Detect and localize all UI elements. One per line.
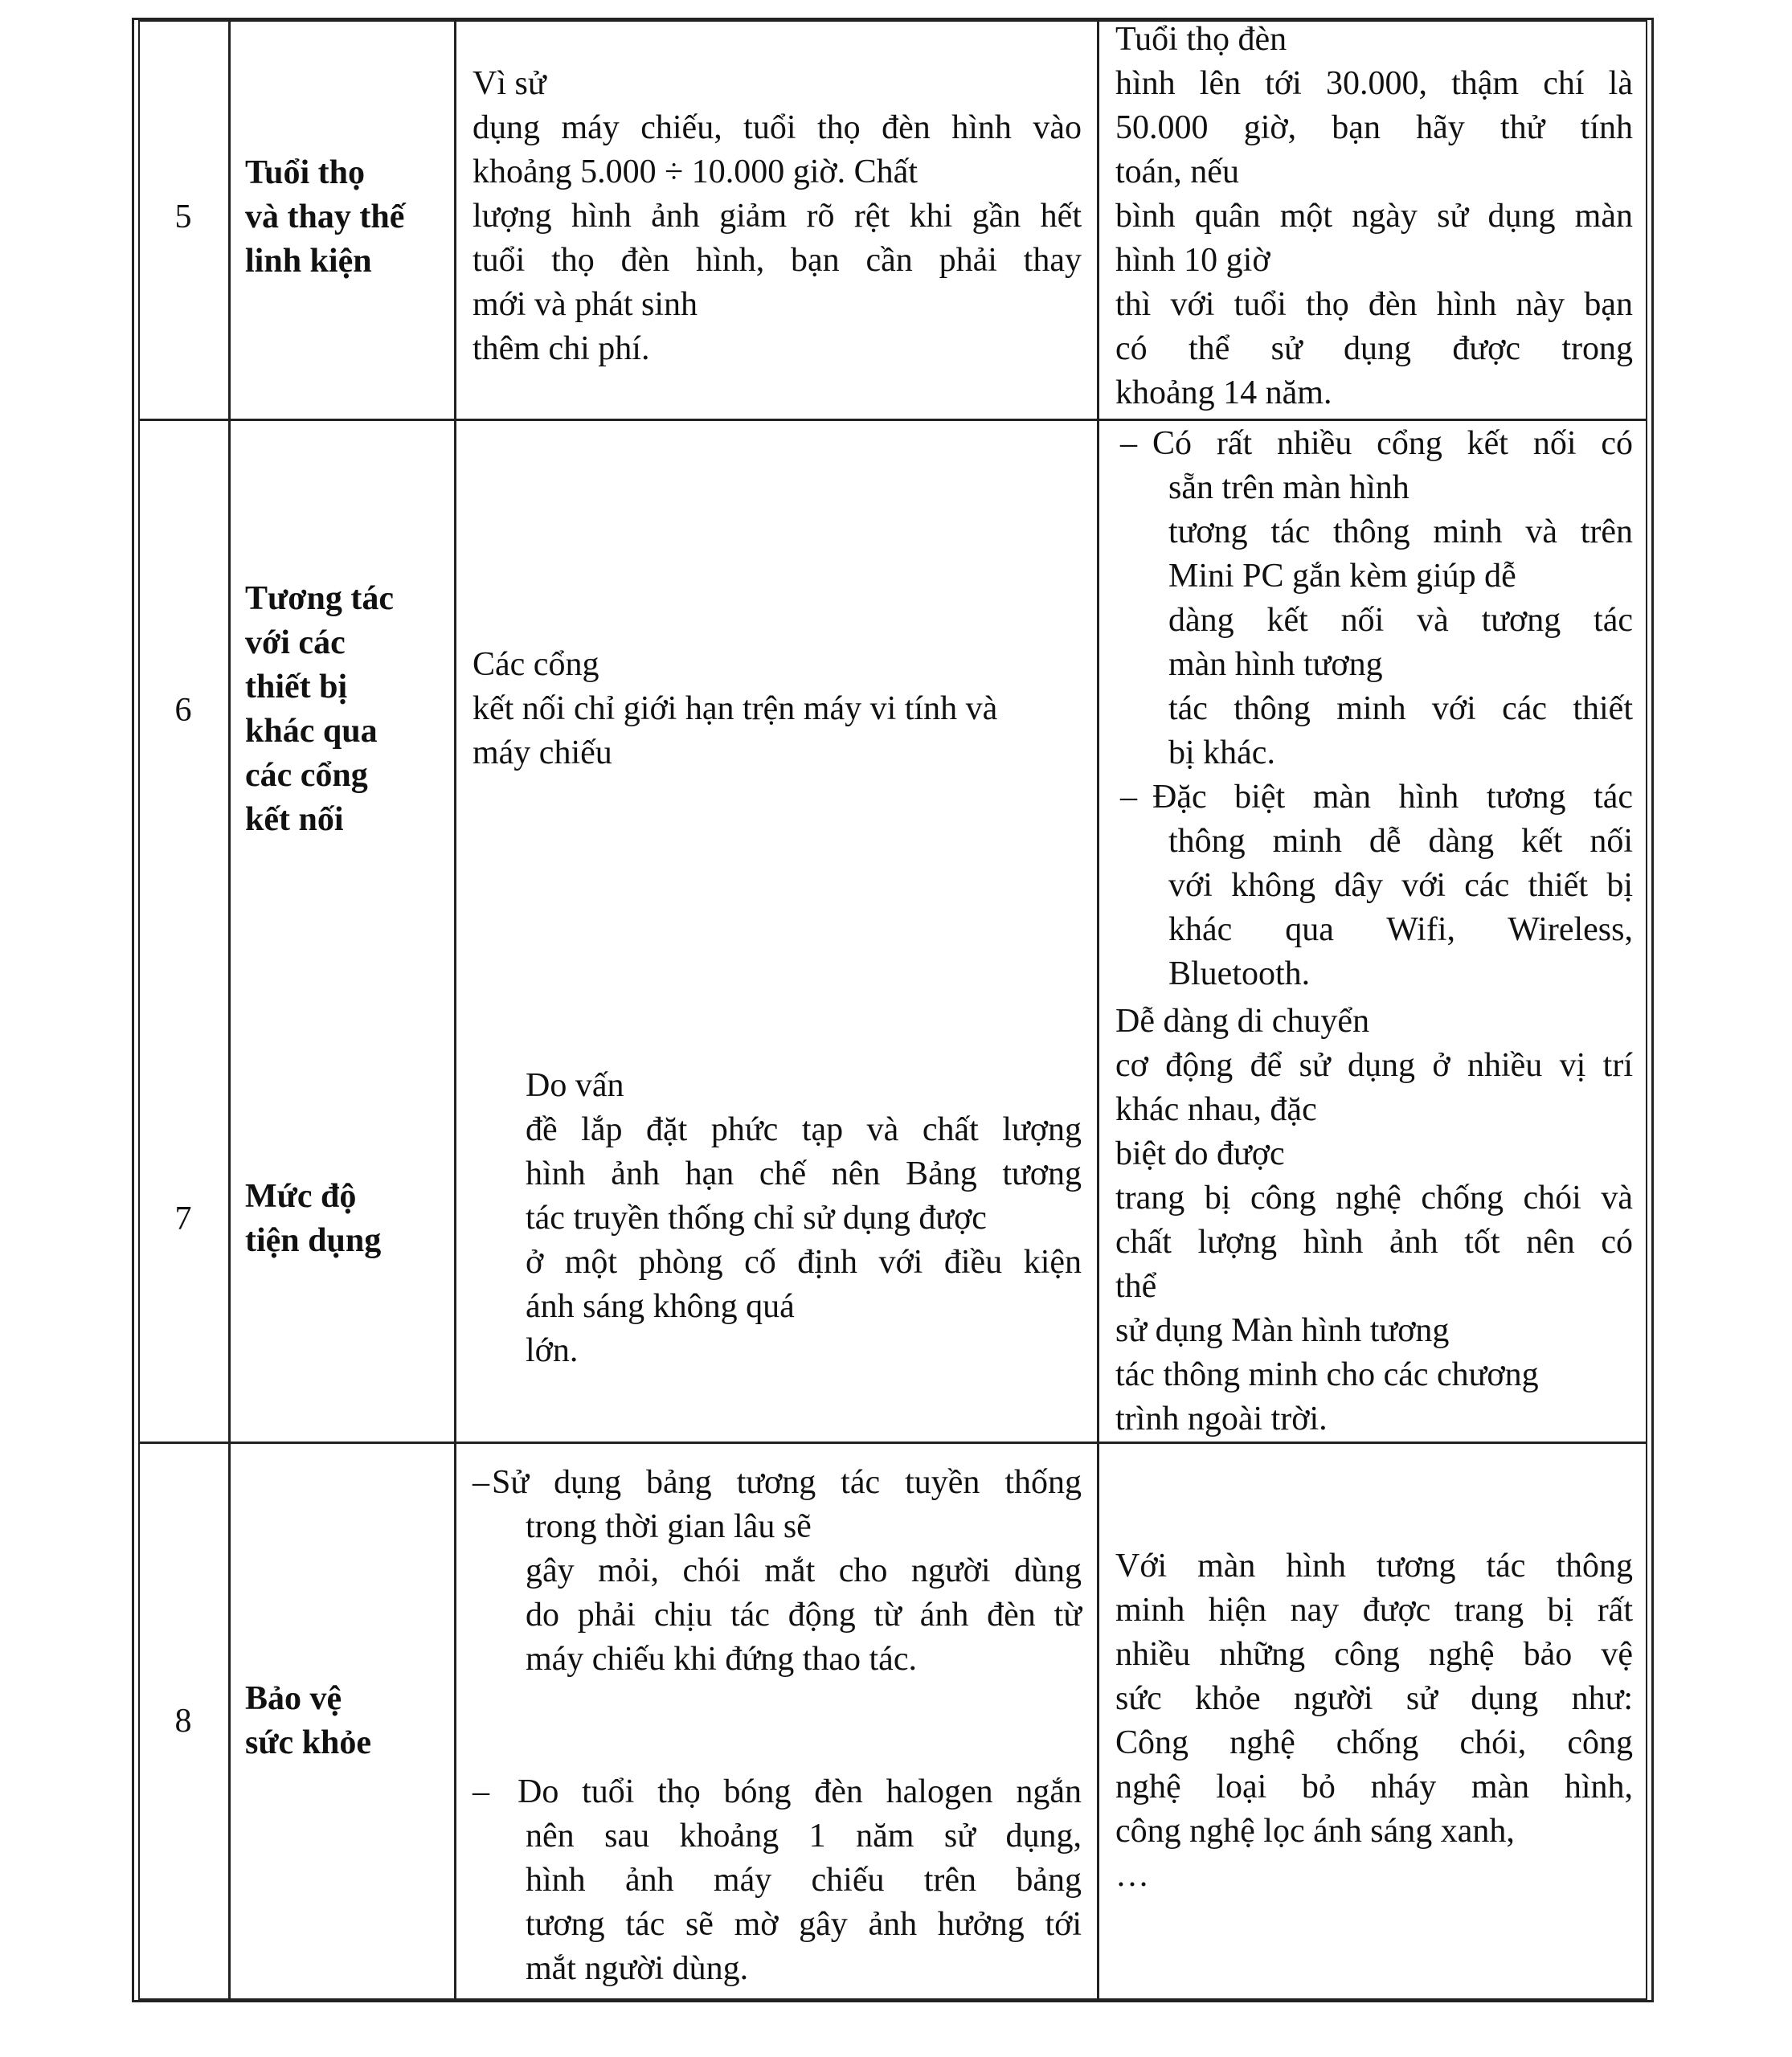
text-line: Sử dụng bảng tương tác tuyền thống <box>492 1464 1082 1501</box>
text-line: thì với tuổi thọ đèn hình này bạn <box>1115 286 1633 323</box>
criterion-line: khác qua <box>245 713 378 750</box>
smart-cell <box>1115 1000 1633 1442</box>
criterion-line: Tương tác <box>245 580 394 617</box>
text-line: Bluetooth. <box>1168 955 1311 992</box>
bullet-item <box>473 1770 1082 1991</box>
text-line: tương tác sẽ mờ gây ảnh hưởng tới <box>526 1906 1082 1943</box>
text-line: thêm chi phí. <box>473 330 650 367</box>
text-line: hình ảnh máy chiếu trên bảng <box>526 1862 1082 1899</box>
text-line: màn hình tương <box>1168 646 1383 683</box>
text-line: nghệ loại bỏ nháy màn hình, <box>1115 1769 1633 1805</box>
criterion-cell <box>245 1175 446 1263</box>
text-line: hình ảnh hạn chế nên Bảng tương <box>526 1155 1082 1192</box>
row-number: 8 <box>174 1703 192 1740</box>
text-line: có thể sử dụng được trong <box>1115 330 1633 367</box>
text-line: mắt người dùng. <box>526 1950 749 1987</box>
text-line: minh hiện nay được trang bị rất <box>1115 1592 1633 1629</box>
text-line: Do tuổi thọ bóng đèn halogen ngắn <box>518 1773 1082 1810</box>
text-line: ở một phòng cố định với điều kiện <box>526 1244 1082 1281</box>
text-line: Có rất nhiều cổng kết nối có <box>1152 425 1633 462</box>
text-line: bị khác. <box>1168 734 1275 771</box>
text-line: khoảng 14 năm. <box>1115 374 1332 411</box>
text-line: thông minh dễ dàng kết nối <box>1168 823 1633 860</box>
text-line: lượng hình ảnh giảm rõ rệt khi gần hết <box>473 198 1082 235</box>
text-line: Do vấn <box>526 1067 624 1104</box>
text-line: sẵn trên màn hình <box>1168 469 1409 506</box>
smart-cell <box>1115 18 1633 415</box>
text-line: gây mỏi, chói mắt cho người dùng <box>526 1552 1082 1589</box>
criterion-line: Mức độ <box>245 1178 357 1215</box>
row-number: 5 <box>174 198 192 235</box>
text-line: cơ động để sử dụng ở nhiều vị trí <box>1115 1047 1633 1084</box>
traditional-cell <box>526 1064 1082 1373</box>
text-line: kết nối chỉ giới hạn trện máy vi tính và <box>473 690 998 727</box>
bullet-dash: – <box>1120 779 1137 816</box>
criterion-line: Bảo vệ <box>245 1680 342 1717</box>
criterion-line: kết nối <box>245 801 344 838</box>
text-line: khác qua Wifi, Wireless, <box>1168 911 1633 948</box>
text-line: hình lên tới 30.000, thậm chí là <box>1115 65 1633 102</box>
criterion-cell <box>245 1677 446 1765</box>
text-line: Đặc biệt màn hình tương tác <box>1152 779 1633 816</box>
criterion-line: Tuổi thọ <box>245 154 366 191</box>
text-line: mới và phát sinh <box>473 286 698 323</box>
traditional-cell <box>473 1461 1082 1991</box>
text-line: … <box>1115 1857 1149 1894</box>
text-line: khác nhau, đặc <box>1115 1091 1317 1128</box>
text-line: Các cổng <box>473 646 599 683</box>
text-line: Dễ dàng di chuyển <box>1115 1003 1370 1040</box>
criterion-line: sức khỏe <box>245 1724 372 1761</box>
text-line: ánh sáng không quá <box>526 1288 795 1325</box>
row-number: 6 <box>174 692 192 729</box>
text-line: 50.000 giờ, bạn hãy thử tính <box>1115 109 1633 146</box>
criterion-line: và thay thế <box>245 198 405 235</box>
text-line: sử dụng Màn hình tương <box>1115 1312 1450 1349</box>
text-line: trong thời gian lâu sẽ <box>526 1508 812 1545</box>
text-line: khoảng 5.000 ÷ 10.000 giờ. Chất <box>473 153 918 190</box>
text-line: tương tác thông minh và trên <box>1168 513 1633 550</box>
text-line: toán, nếu <box>1115 153 1239 190</box>
text-line: Công nghệ chống chói, công <box>1115 1724 1633 1761</box>
text-line: thể <box>1115 1268 1157 1305</box>
text-line: Vì sử <box>473 65 546 102</box>
text-line: chất lượng hình ảnh tốt nên có <box>1115 1224 1633 1261</box>
text-line: trình ngoài trời. <box>1115 1401 1328 1437</box>
text-line: với không dây với các thiết bị <box>1168 867 1633 904</box>
criterion-cell <box>245 577 446 842</box>
text-line: Mini PC gắn kèm giúp dễ <box>1168 558 1516 595</box>
traditional-cell <box>473 643 1082 775</box>
text-line: lớn. <box>526 1332 579 1369</box>
column-divider <box>454 20 456 2000</box>
criterion-line: linh kiện <box>245 243 372 280</box>
text-line: dụng máy chiếu, tuổi thọ đèn hình vào <box>473 109 1082 146</box>
text-line: sức khỏe người sử dụng như: <box>1115 1680 1633 1717</box>
text-line: tác thông minh cho các chương <box>1115 1356 1539 1393</box>
row-number: 7 <box>174 1200 192 1237</box>
column-divider <box>1097 20 1099 2000</box>
bullet-item <box>473 1461 1082 1682</box>
text-line: tác thông minh với các thiết <box>1168 690 1633 727</box>
bullet-dash: – <box>473 1773 489 1810</box>
bullet-item <box>1115 775 1633 996</box>
text-line: biệt do được <box>1115 1135 1285 1172</box>
text-line: máy chiếu <box>473 734 612 771</box>
column-divider <box>228 20 231 2000</box>
text-line: Với màn hình tương tác thông <box>1115 1548 1633 1585</box>
criterion-line: thiết bị <box>245 669 348 705</box>
text-line: hình 10 giờ <box>1115 242 1270 279</box>
smart-cell <box>1115 1544 1633 1898</box>
criterion-line: với các <box>245 624 346 661</box>
row-divider <box>138 419 1647 421</box>
criterion-line: các cổng <box>245 757 368 794</box>
row-divider <box>138 1442 1647 1444</box>
text-line: trang bị công nghệ chống chói và <box>1115 1180 1633 1217</box>
text-line: tuổi thọ đèn hình, bạn cần phải thay <box>473 242 1082 279</box>
text-line: do phải chịu tác động từ ánh đèn từ <box>526 1597 1082 1634</box>
text-line: nên sau khoảng 1 năm sử dụng, <box>526 1818 1082 1855</box>
text-line: nhiều những công nghệ bảo vệ <box>1115 1636 1633 1673</box>
bullet-item <box>1115 422 1633 775</box>
text-line: bình quân một ngày sử dụng màn <box>1115 198 1633 235</box>
bullet-dash: – <box>1120 425 1137 462</box>
text-line: đề lắp đặt phức tạp và chất lượng <box>526 1111 1082 1148</box>
text-line: máy chiếu khi đứng thao tác. <box>526 1641 917 1678</box>
text-line: dàng kết nối và tương tác <box>1168 602 1633 639</box>
criterion-cell <box>245 151 446 284</box>
smart-cell <box>1115 422 1633 996</box>
text-line: Tuổi thọ đèn <box>1115 21 1287 58</box>
traditional-cell <box>473 62 1082 371</box>
bullet-dash: – <box>473 1464 489 1501</box>
criterion-line: tiện dụng <box>245 1222 382 1259</box>
text-line: công nghệ lọc ánh sáng xanh, <box>1115 1813 1515 1850</box>
text-line: tác truyền thống chỉ sử dụng được <box>526 1200 987 1237</box>
